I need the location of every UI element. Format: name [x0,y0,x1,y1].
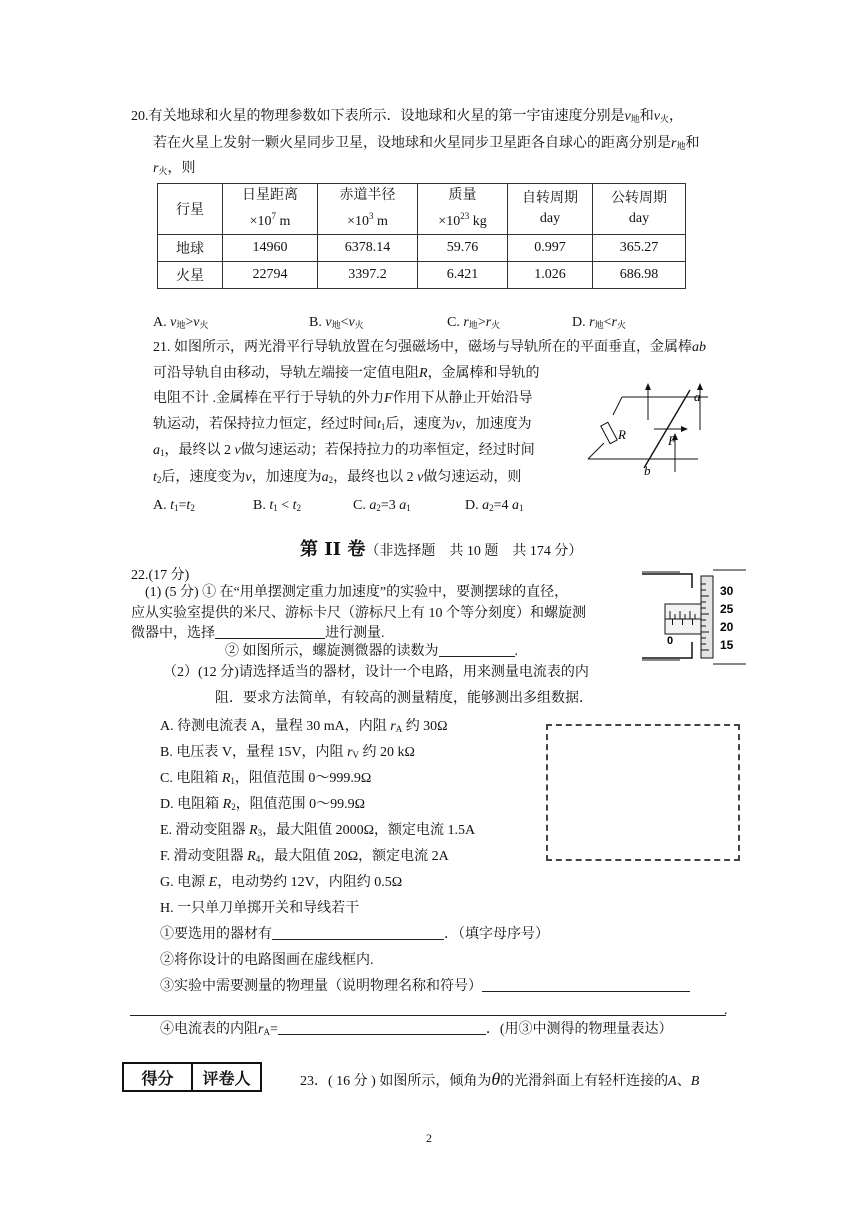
q22-ask1: ①要选用的器材有 ．（填字母序号） [160,927,549,942]
table-cell: 3397.2 [318,262,418,289]
table-header-cell: 自转周期 day [508,184,593,235]
q22-ask3: ③实验中需要测量的物理量（说明物理名称和符号） [160,977,690,997]
table-header-cell: 日星距离 $\times 10^7$ m [223,184,318,235]
table-cell: 地球 [158,235,223,262]
rail-circuit-figure [580,375,710,480]
equipment-item: A. 待测电流表 A，量程 30 mA，内阻 $r_A$ 约 30Ω [160,719,448,734]
q21-option-b: B. $t_1 < t_2$ [253,498,302,513]
table-cell: 686.98 [593,262,686,289]
table-header-cell: 行星 [158,184,223,235]
score-label: 得分 [124,1064,193,1090]
q22-p2-line1: （2）(12 分)请选择适当的器材，设计一个电路，用来测量电流表的内 [163,665,589,680]
q20-line2: 若在火星上发射一颗火星同步卫星，设地球和火星同步卫星距各自球心的距离分别是$r_地$和 [153,136,700,151]
table-header-cell: 公转周期 day [593,184,686,235]
table-cell: 59.76 [418,235,508,262]
equipment-item: H. 一只单刀单掷开关和导线若干 [160,901,360,916]
score-box [122,1062,262,1092]
q21-line5: $a_1$，最终以 2 v做匀速运动；若保持拉力的功率恒定，经过时间 [153,443,535,458]
q21-line4: 轨运动，若保持拉力恒定，经过时间$t_1$后，速度为v，加速度为 [153,417,532,432]
q21-line3: 电阻不计 .金属棒在平行于导轨的外力F作用下从静止开始沿导 [153,391,533,406]
q21-line6: $t_2$后，速度变为v，加速度为$a_2$，最终也以 2 v做匀速运动，则 [153,470,522,485]
q22-ask2: ②将你设计的电路图画在虚线框内. [160,953,374,968]
q20-option-b: B. $v_地<v_火$ [309,315,364,330]
table-cell: 22794 [223,262,318,289]
q20-line3: $r_火$，则 [153,161,196,176]
q22-p2-line2: 阻．要求方法简单，有较高的测量精度，能够测出多组数据． [215,691,593,706]
table-header-cell: 质量 $\times 10^{23}$ kg [418,184,508,235]
q21-line2: 可沿导轨自由移动，导轨左端接一定值电阻R，金属棒和导轨的 [153,366,540,381]
micrometer-reading-blank[interactable] [439,656,515,657]
circuit-drawing-box[interactable] [546,724,740,861]
equipment-item: F. 滑动变阻器 $R_4$，最大阻值 20Ω，额定电流 2A [160,849,449,864]
q20-option-a: A. $v_地>v_火$ [153,315,209,330]
table-cell: 0.997 [508,235,593,262]
quantities-blank[interactable] [482,991,690,992]
q20-option-d: D. $r_地<r_火$ [572,315,626,330]
q22-p1-line1: (1) (5 分) ① 在“用单摆测定重力加速度”的实验中，要测摆球的直径， [145,585,569,600]
table-header-cell: 赤道半径 $\times 10^3$ m [318,184,418,235]
resistor-symbol [601,422,617,443]
page-number: 2 [426,1131,432,1145]
label-r: R [618,427,626,442]
quantities-continuation-line[interactable] [130,1015,726,1016]
table-cell: 365.27 [593,235,686,262]
q20-option-c: C. $r_地>r_火$ [447,315,501,330]
equipment-item: B. 电压表 V，量程 15V，内阻 $r_V$ 约 20 kΩ [160,745,415,760]
q21-option-c: C. $a_2=3$ $a_1$ [353,498,411,513]
instrument-answer-blank[interactable] [215,638,325,639]
label-f: F [668,433,676,448]
q21-option-a: A. $t_1=t_2$ [153,498,195,513]
table-cell: 6.421 [418,262,508,289]
micrometer-zero: 0 [667,635,674,647]
q20-line1: 20.有关地球和火星的物理参数如下表所示．设地球和火星的第一宇宙速度分别是$v_地$和$v_火$， [131,109,683,124]
q22-p1-line3: 微器中，选择 进行测量. [131,626,385,641]
q23-line1: 23．( 16 分 ) 如图所示，倾角为θ的光滑斜面上有轻杆连接的A、B [300,1069,700,1089]
equipment-item: E. 滑动变阻器 $R_3$，最大阻值 2000Ω，额定电流 1.5A [160,823,476,838]
section-2-heading: 第 II 卷（非选择题 共 10 题 共 174 分） [300,539,583,560]
grader-label: 评卷人 [202,1068,251,1088]
table-cell: 6378.14 [318,235,418,262]
equipment-selection-blank[interactable] [272,939,444,940]
q22-p1-line2: 应从实验室提供的米尺、游标卡尺（游标尺上有 10 个等分刻度）和螺旋测 [131,606,586,621]
q21-option-d: D. $a_2=4$ $a_1$ [465,498,524,513]
equipment-item: C. 电阻箱 $R_1$，阻值范围 0～999.9Ω [160,771,372,786]
q22-ask3-end: . [724,1003,728,1018]
micrometer-tick: 25 [720,602,734,616]
q21-line1: 21. 如图所示，两光滑平行导轨放置在匀强磁场中，磁场与导轨所在的平面垂直，金属棒ab [153,340,706,355]
internal-resistance-blank[interactable] [278,1034,486,1035]
label-a: a [694,389,701,404]
micrometer-figure [640,568,748,666]
table-cell: 14960 [223,235,318,262]
micrometer-tick: 20 [720,620,734,634]
q22-p1-line4: ② 如图所示，螺旋测微器的读数为 . [225,644,518,659]
equipment-item: G. 电源 E，电动势约 12V，内阻约 0.5Ω [160,875,403,890]
equipment-item: D. 电阻箱 $R_2$，阻值范围 0～99.9Ω [160,797,366,812]
micrometer-tick: 15 [720,638,734,652]
q22-header: 22.(17 分) [131,568,190,583]
table-cell: 1.026 [508,262,593,289]
planet-parameter-table [157,183,686,289]
q22-ask4: ④电流表的内阻$r_A=$ ．(用③中测得的物理量表达） [160,1022,673,1037]
micrometer-tick: 30 [720,584,734,598]
table-row [158,235,686,262]
table-row [158,262,686,289]
table-cell: 火星 [158,262,223,289]
label-b: b [644,463,651,478]
